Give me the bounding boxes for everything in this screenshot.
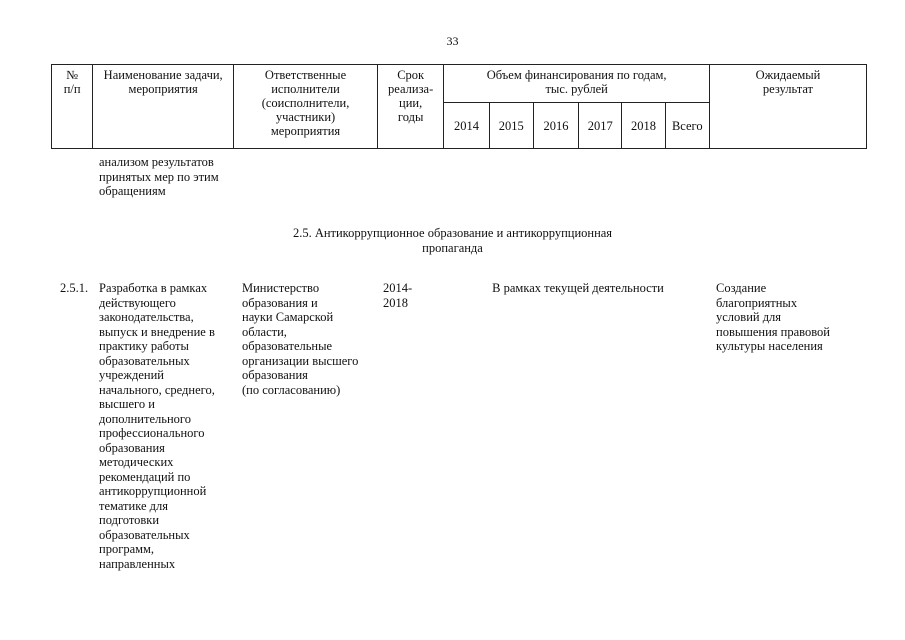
header-num: № п/п xyxy=(52,65,93,149)
row-executor: Министерство образования и науки Самарской области, образовательные организации высшего образования (по согласованию) xyxy=(242,281,359,397)
header-year: 2018 xyxy=(622,103,665,149)
row-task: Разработка в рамках действующего законодательства, выпуск и внедрение в практику работы образовательных учреждений начального, среднего, высшего и дополнительного профессионального образования методических рекомендаций по антикоррупционной тематике для подготовки образовательных программ, направленных xyxy=(99,281,215,571)
header-term: Срок реализа- ции, годы xyxy=(377,65,443,149)
header-year: 2017 xyxy=(579,103,622,149)
row-number: 2.5.1. xyxy=(60,281,89,295)
row-term: 2014- 2018 xyxy=(383,281,413,310)
header-executors: Ответственные исполнители (соисполнители, участники) мероприятия xyxy=(234,65,378,149)
row-result: Создание благоприятных условий для повышения правовой культуры населения xyxy=(716,281,830,353)
row-funding: В рамках текущей деятельности xyxy=(492,281,664,295)
header-year: 2015 xyxy=(489,103,533,149)
header-funding: Объем финансирования по годам, тыс. рублей xyxy=(444,65,710,103)
continuation-text: анализом результатов принятых мер по этим обращениям xyxy=(99,155,219,198)
page-number: 33 xyxy=(446,34,459,48)
header-result: Ожидаемый результат xyxy=(709,65,866,149)
header-year: 2014 xyxy=(444,103,489,149)
header-task: Наименование задачи, мероприятия xyxy=(93,65,234,149)
section-title: 2.5. Антикоррупционное образование и антикоррупционная пропаганда xyxy=(292,226,613,255)
header-year: 2016 xyxy=(533,103,578,149)
table-header xyxy=(51,64,867,149)
header-total: Всего xyxy=(665,103,709,149)
